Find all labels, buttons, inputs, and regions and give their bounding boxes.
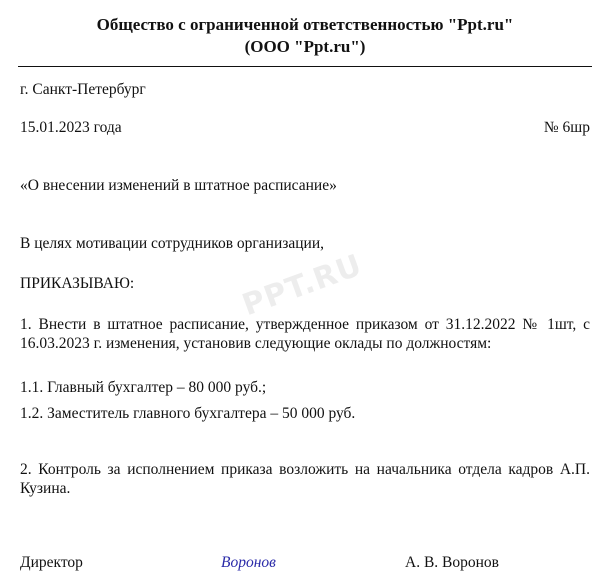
order-number: № 6шр — [543, 119, 590, 136]
order-item-1: 1. Внести в штатное расписание, утвержденное приказом от 31.12.2022 № 1шт, с 16.03.2023 г. изменения, установив следующие оклады по должностям: — [20, 316, 590, 352]
city: г. Санкт-Петербург — [20, 81, 146, 98]
org-name: Общество с ограниченной ответственностью "Ppt.ru" — [96, 15, 514, 34]
order-item-2: 2. Контроль за исполнением приказа возложить на начальника отдела кадров А.П. Кузина. — [20, 461, 590, 497]
command-heading: ПРИКАЗЫВАЮ: — [20, 275, 135, 292]
signature: Воронов — [221, 554, 276, 571]
order-item-1-2: 1.2. Заместитель главного бухгалтера – 50 000 руб. — [20, 405, 356, 422]
org-short-name: (ООО "Ppt.ru") — [244, 37, 366, 56]
order-subject: «О внесении изменений в штатное расписание» — [20, 177, 337, 194]
signer-name: А. В. Воронов — [405, 554, 499, 571]
header-divider — [18, 66, 592, 67]
signer-position: Директор — [20, 554, 83, 571]
document-header — [0, 14, 610, 58]
watermark: PPT.RU — [237, 247, 367, 324]
order-date: 15.01.2023 года — [20, 119, 122, 136]
preamble: В целях мотивации сотрудников организации, — [20, 235, 325, 252]
order-item-1-1: 1.1. Главный бухгалтер – 80 000 руб.; — [20, 379, 267, 396]
